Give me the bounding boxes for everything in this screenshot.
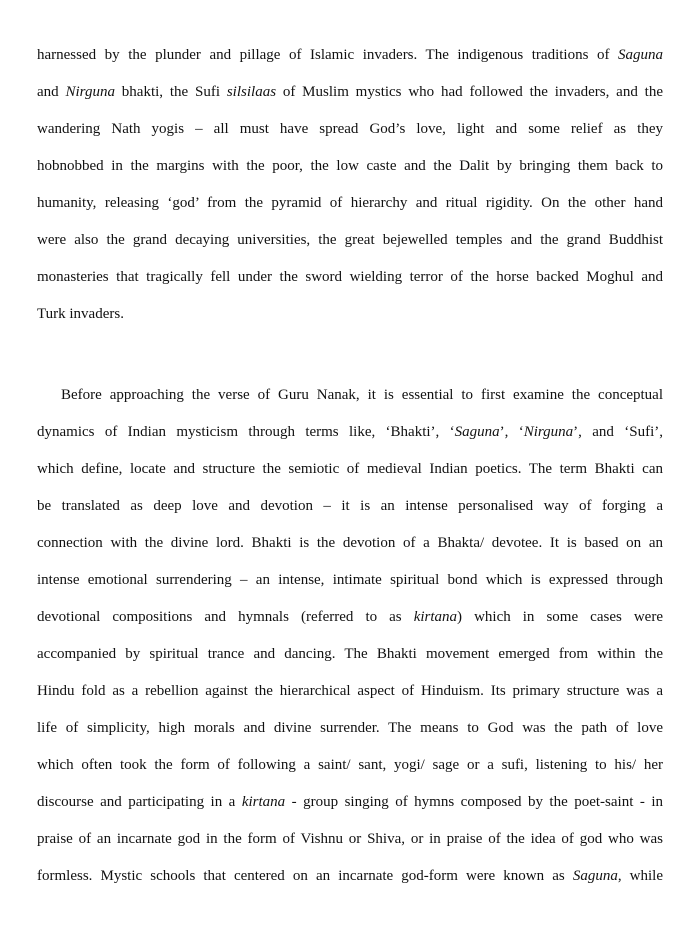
text-run: praise of an incarnate god in the form of Vishnu or Shiva, or in praise of the idea of god who was bbox=[37, 831, 663, 847]
text-run: were also the grand decaying universities, the great bejewelled temples and the grand Buddhist bbox=[37, 232, 663, 248]
text-run: which define, locate and structure the semiotic of medieval Indian poetics. The term Bhakti can bbox=[37, 461, 663, 477]
text-run: ’, and ‘Sufi’, bbox=[573, 424, 663, 440]
text-line bbox=[37, 193, 663, 213]
text-line bbox=[37, 267, 663, 287]
text-line bbox=[37, 459, 663, 479]
text-run: Hindu fold as a rebellion against the hierarchical aspect of Hinduism. Its primary structure was a bbox=[37, 683, 663, 699]
italic-term: Nirguna bbox=[65, 84, 115, 100]
text-run: ) which in some cases were bbox=[457, 609, 663, 625]
text-line bbox=[37, 533, 663, 553]
italic-term: kirtana bbox=[241, 794, 286, 810]
text-run: devotional compositions and hymnals (referred to as bbox=[37, 609, 414, 625]
text-run: life of simplicity, high morals and divine surrender. The means to God was the path of love bbox=[37, 720, 663, 736]
italic-term: silsilaas bbox=[226, 84, 277, 100]
text-run: connection with the divine lord. Bhakti is the devotion of a Bhakta/ devotee. It is based on an bbox=[37, 535, 663, 551]
text-line bbox=[37, 570, 663, 590]
italic-term: Saguna bbox=[454, 424, 500, 440]
text-run: dynamics of Indian mysticism through terms like, ‘Bhakti’, ‘ bbox=[37, 424, 455, 440]
text-line bbox=[37, 496, 663, 516]
text-run: wandering Nath yogis – all must have spread God’s love, light and some relief as they bbox=[37, 121, 663, 137]
text-line bbox=[37, 866, 663, 886]
text-run: and bbox=[37, 84, 66, 100]
italic-term: Nirguna bbox=[523, 424, 574, 440]
text-run: of Muslim mystics who had followed the invaders, and the bbox=[276, 84, 663, 100]
text-line bbox=[37, 829, 663, 849]
text-run: humanity, releasing ‘god’ from the pyramid of hierarchy and ritual rigidity. On the other hand bbox=[37, 195, 663, 211]
italic-term: Saguna bbox=[618, 47, 663, 63]
text-line bbox=[37, 45, 663, 65]
text-run: be translated as deep love and devotion – it is an intense personalised way of forging a bbox=[37, 498, 663, 514]
text-line bbox=[37, 156, 663, 176]
text-run: which often took the form of following a saint/ sant, yogi/ sage or a sufi, listening to his/ her bbox=[37, 757, 663, 773]
text-line bbox=[37, 119, 663, 139]
text-line bbox=[37, 681, 663, 701]
text-line bbox=[37, 718, 663, 738]
italic-term: Saguna bbox=[572, 868, 618, 884]
text-run: harnessed by the plunder and pillage of Islamic invaders. The indigenous traditions of bbox=[37, 47, 618, 63]
text-run: Turk invaders. bbox=[37, 306, 124, 322]
text-run: discourse and participating in a bbox=[37, 794, 242, 810]
text-line bbox=[37, 755, 663, 775]
text-line bbox=[37, 422, 663, 442]
text-line bbox=[37, 607, 663, 627]
text-run: bhakti, the Sufi bbox=[114, 84, 227, 100]
text-run: monasteries that tragically fell under the sword wielding terror of the horse backed Moghul and bbox=[37, 269, 663, 285]
text-line bbox=[37, 792, 663, 812]
text-run: formless. Mystic schools that centered on an incarnate god-form were known as bbox=[37, 868, 573, 884]
text-run: - group singing of hymns composed by the poet-saint - in bbox=[285, 794, 663, 810]
text-run: accompanied by spiritual trance and dancing. The Bhakti movement emerged from within the bbox=[37, 646, 663, 662]
text-line bbox=[37, 385, 663, 405]
text-run: , while bbox=[617, 868, 664, 884]
text-line bbox=[37, 230, 663, 250]
text-line bbox=[37, 82, 663, 102]
text-run: hobnobbed in the margins with the poor, the low caste and the Dalit by bringing them back to bbox=[37, 158, 663, 174]
italic-term: kirtana bbox=[413, 609, 458, 625]
text-run: intense emotional surrendering – an intense, intimate spiritual bond which is expressed through bbox=[37, 572, 663, 588]
text-run: ’, ‘ bbox=[499, 424, 524, 440]
text-run: Before approaching the verse of Guru Nanak, it is essential to first examine the conceptual bbox=[61, 387, 663, 403]
text-line bbox=[37, 304, 663, 324]
text-line bbox=[37, 644, 663, 664]
